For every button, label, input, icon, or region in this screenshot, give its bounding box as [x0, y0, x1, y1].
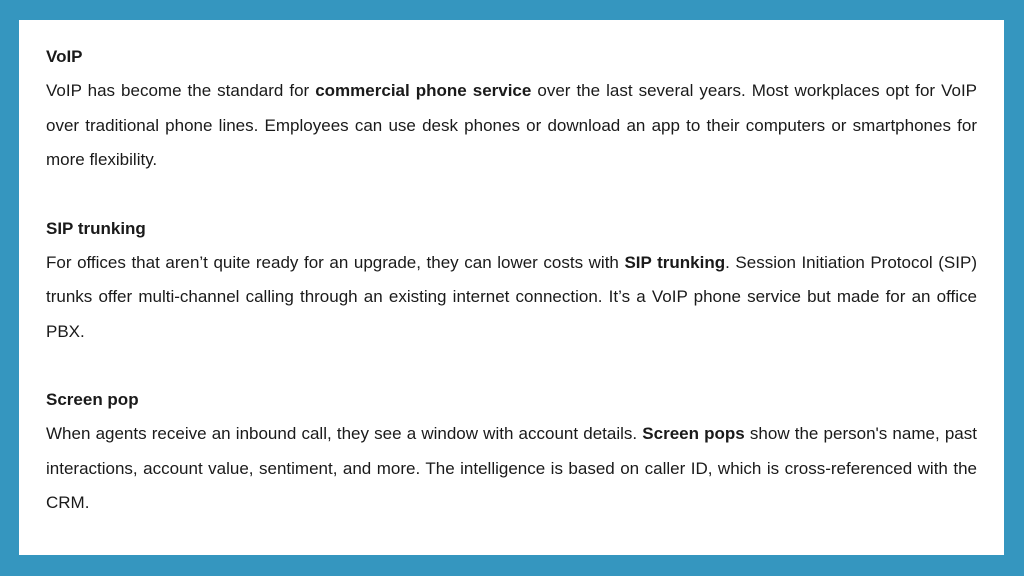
- content-panel: [19, 20, 1004, 555]
- section-body: [46, 246, 977, 350]
- section-voip: [46, 40, 977, 178]
- body-text: over the last several years. Most workplaces opt for VoIP over traditional phone lines. Employees can use desk phones or download an app to their computers or smartphones for more flexibility.: [46, 81, 978, 169]
- body-text: . Session Initiation Protocol (SIP) trunks offer multi-channel calling through an existing internet connection. It’s a VoIP phone service but made for an office PBX.: [46, 252, 977, 341]
- section-heading: SIP trunking: [46, 218, 146, 238]
- body-text: VoIP has become the standard for: [46, 81, 316, 100]
- section-screen-pop: [46, 383, 977, 521]
- body-emphasis: SIP trunking: [624, 252, 726, 272]
- body-emphasis: Screen pops: [642, 424, 745, 443]
- body-text: When agents receive an inbound call, they see a window with account details.: [46, 424, 643, 443]
- body-text: For offices that aren’t quite ready for an upgrade, they can lower costs with: [46, 252, 625, 272]
- body-emphasis: commercial phone service: [315, 81, 532, 100]
- section-body: [46, 417, 977, 521]
- section-body: [46, 74, 977, 178]
- section-heading: Screen pop: [46, 390, 139, 409]
- body-text: show the person's name, past interactions, account value, sentiment, and more. The intelligence is based on caller ID, which is cross-referenced with the CRM.: [46, 424, 977, 512]
- section-heading: VoIP: [46, 47, 83, 66]
- section-sip-trunking: [46, 212, 977, 350]
